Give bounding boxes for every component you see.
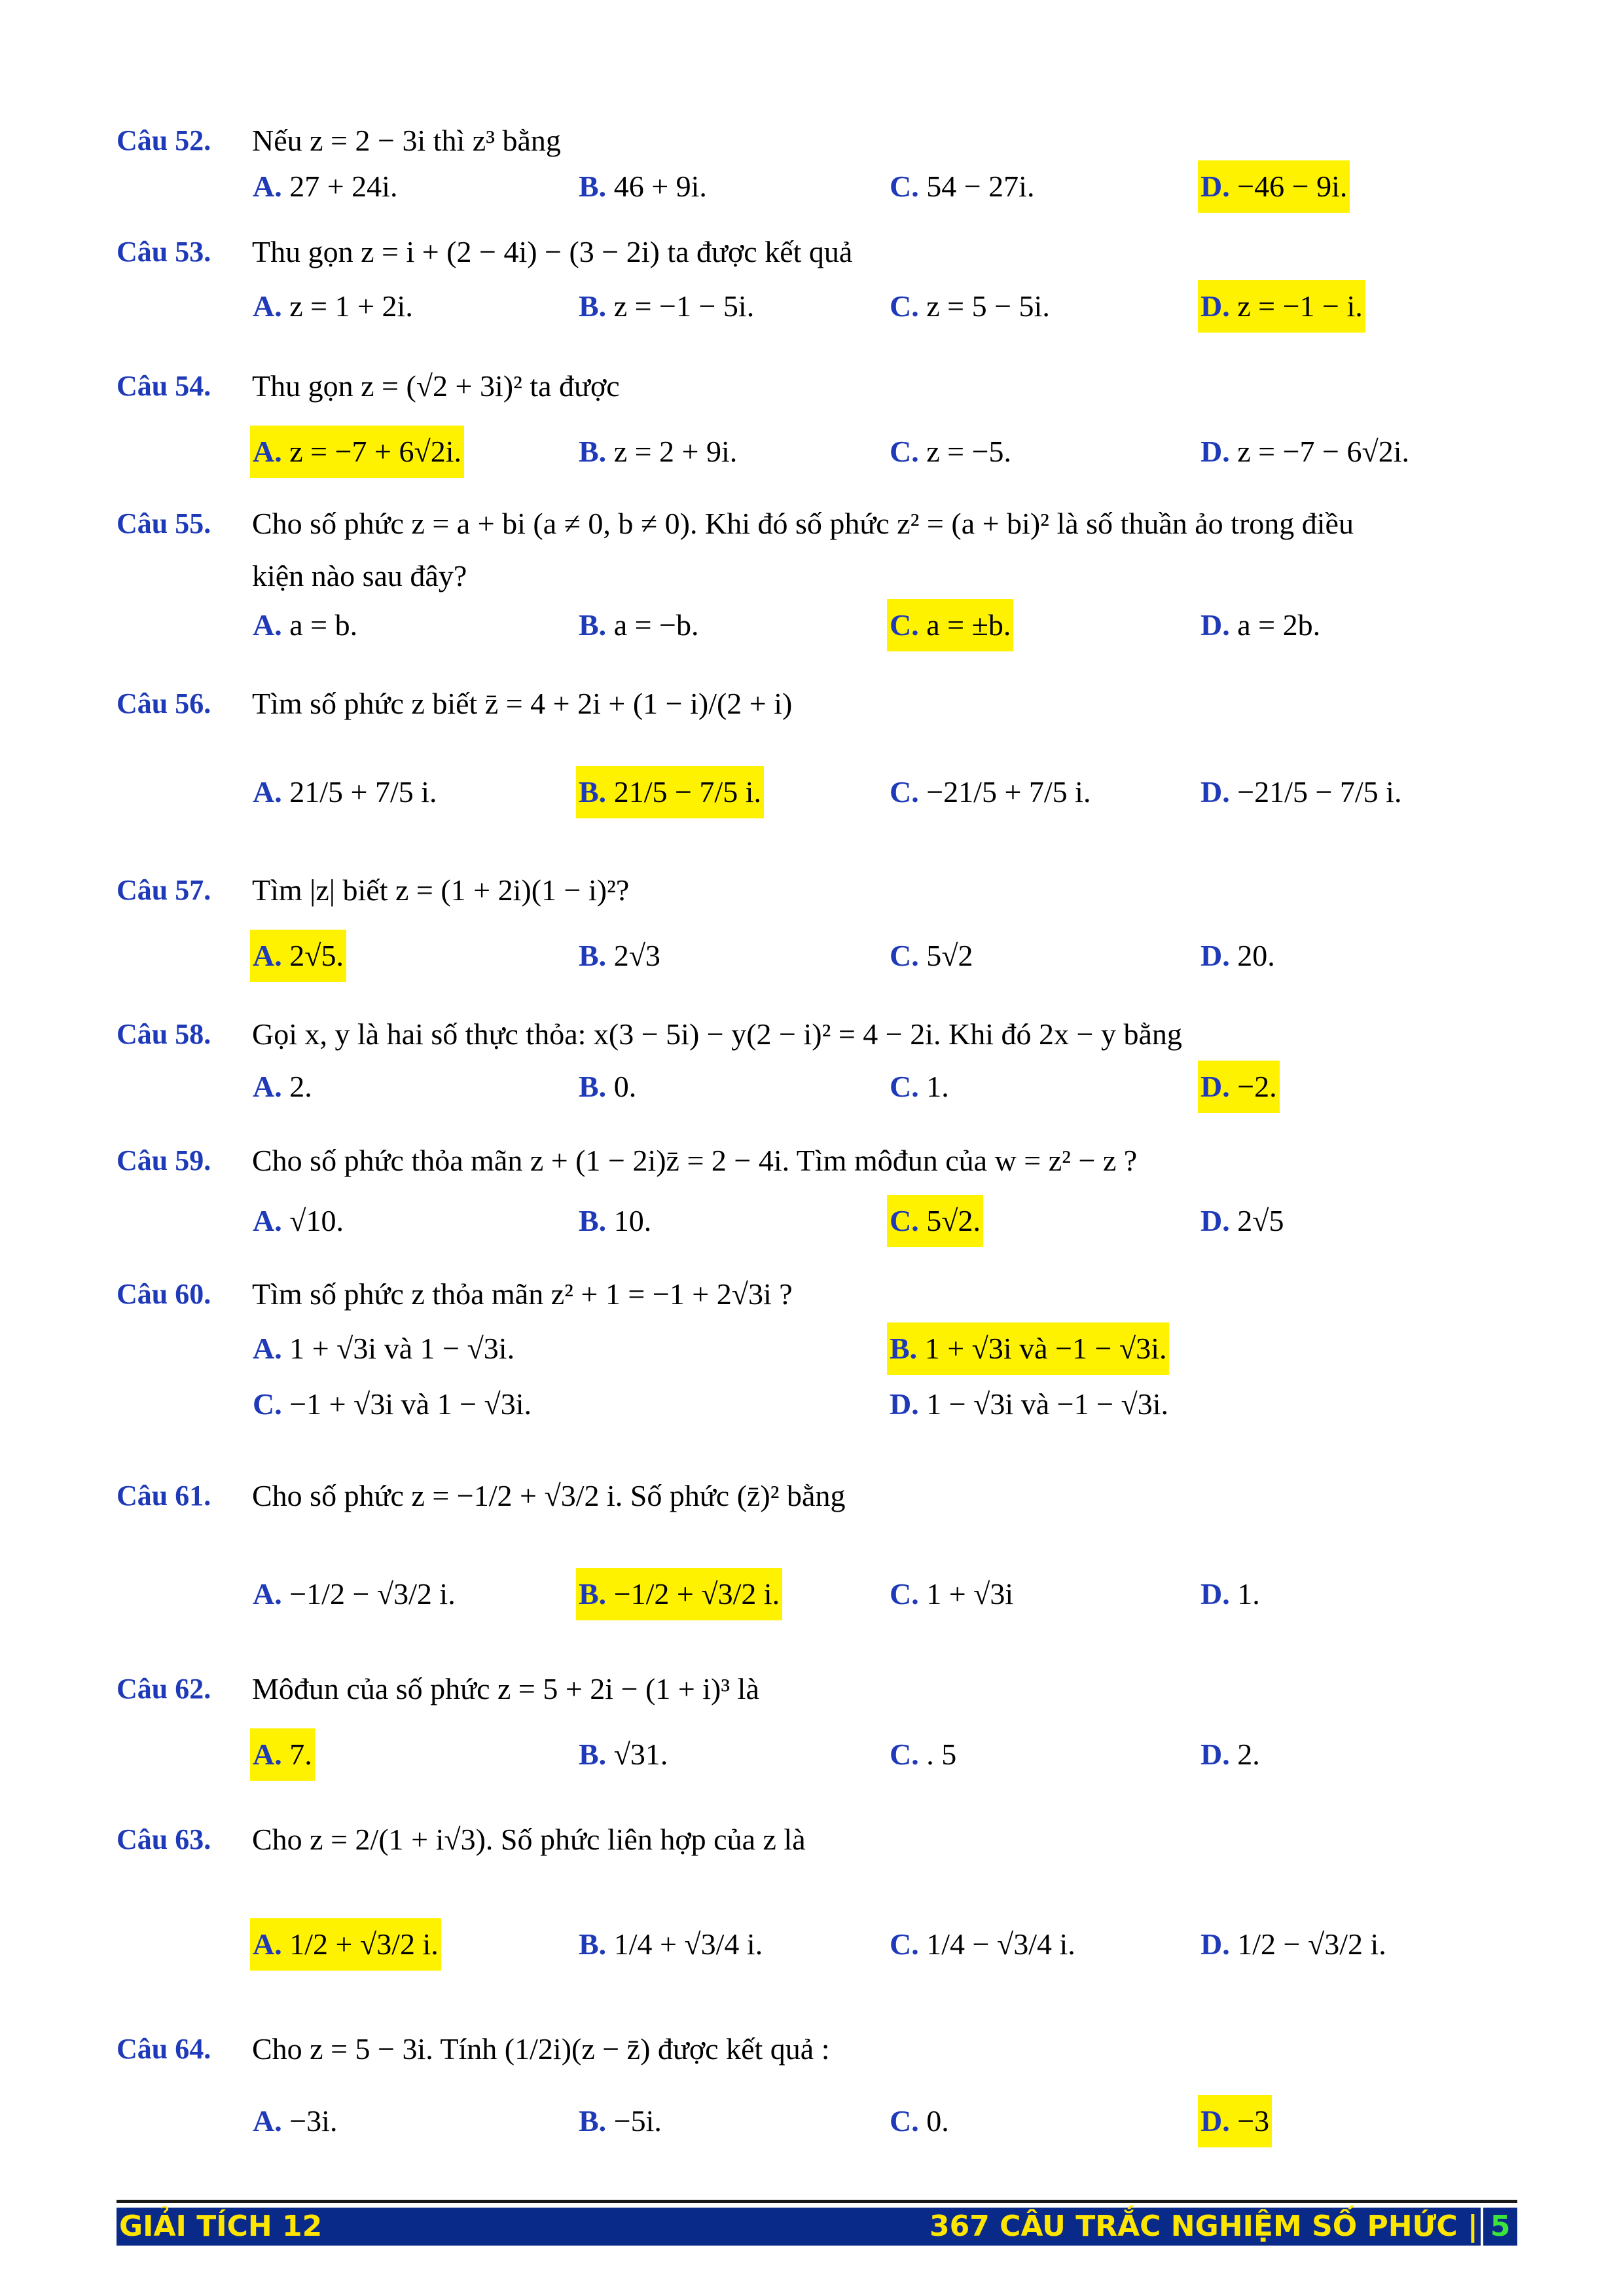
- question-55: [117, 498, 1517, 602]
- option-c: C. z = −5.: [890, 435, 1012, 468]
- option-c: C. z = 5 − 5i.: [890, 289, 1050, 323]
- option-c-correct: C. 5√2.: [887, 1195, 983, 1247]
- option-a: A. 27 + 24i.: [253, 170, 398, 203]
- option-b-correct: B. 21/5 − 7/5 i.: [576, 766, 764, 818]
- question-58: [117, 1008, 1517, 1061]
- option-c: C. −21/5 + 7/5 i.: [890, 775, 1091, 809]
- option-a-correct: A. 7.: [250, 1728, 315, 1781]
- option-c: C. 1.: [890, 1070, 949, 1103]
- question-text: Thu gọn z = (√2 + 3i)² ta được: [252, 369, 620, 403]
- question-text: Nếu z = 2 − 3i thì z³ bằng: [252, 124, 561, 157]
- option-b: B. 10.: [579, 1204, 652, 1237]
- option-d-correct: D. −3: [1198, 2095, 1272, 2147]
- question-number: Câu 53.: [117, 236, 211, 268]
- question-54: [117, 360, 1517, 412]
- question-number: Câu 58.: [117, 1018, 211, 1050]
- footer-bar: [117, 2208, 1517, 2246]
- question-63: [117, 1813, 1517, 1866]
- question-text-continued: kiện nào sau đây?: [252, 559, 467, 592]
- option-d: D. −21/5 − 7/5 i.: [1200, 775, 1402, 809]
- option-b: B. a = −b.: [579, 608, 699, 642]
- question-text: Gọi x, y là hai số thực thỏa: x(3 − 5i) − y(2 − i)² = 4 − 2i. Khi đó 2x − y bằng: [252, 1017, 1182, 1051]
- option-c: C. 1 + √3i: [890, 1577, 1014, 1611]
- question-text: Môđun của số phức z = 5 + 2i − (1 + i)³ là: [252, 1672, 759, 1705]
- option-c-correct: C. a = ±b.: [887, 599, 1013, 651]
- option-a-correct: A. 2√5.: [250, 930, 346, 982]
- option-b: B. z = 2 + 9i.: [579, 435, 738, 468]
- option-b-correct: B. −1/2 + √3/2 i.: [576, 1568, 782, 1620]
- option-b: B. 0.: [579, 1070, 637, 1103]
- option-d: D. 20.: [1200, 939, 1275, 972]
- option-a-correct: A. z = −7 + 6√2i.: [250, 426, 464, 478]
- option-d: D. a = 2b.: [1200, 608, 1321, 642]
- option-d: D. 1.: [1200, 1577, 1260, 1611]
- option-c: C. 54 − 27i.: [890, 170, 1035, 203]
- option-a: A. 21/5 + 7/5 i.: [253, 775, 437, 809]
- option-a: A. −1/2 − √3/2 i.: [253, 1577, 456, 1611]
- question-text: Cho số phức z = a + bi (a ≠ 0, b ≠ 0). Khi đó số phức z² = (a + bi)² là số thuần ảo trong điều: [252, 507, 1354, 540]
- option-d: D. 2√5: [1200, 1204, 1284, 1237]
- question-56: [117, 678, 1517, 730]
- question-number: Câu 55.: [117, 507, 211, 539]
- question-64: [117, 2023, 1517, 2075]
- option-c: C. 5√2: [890, 939, 973, 972]
- option-d: D. 1 − √3i và −1 − √3i.: [890, 1387, 1169, 1421]
- question-number: Câu 57.: [117, 874, 211, 906]
- option-d: D. 1/2 − √3/2 i.: [1200, 1927, 1386, 1961]
- option-b: B. 46 + 9i.: [579, 170, 707, 203]
- option-d-correct: D. −46 − 9i.: [1198, 160, 1350, 213]
- option-c: C. 1/4 − √3/4 i.: [890, 1927, 1075, 1961]
- question-number: Câu 56.: [117, 687, 211, 720]
- question-52: [117, 115, 1517, 167]
- question-text: Thu gọn z = i + (2 − 4i) − (3 − 2i) ta được kết quả: [252, 235, 853, 268]
- option-d: D. 2.: [1200, 1738, 1260, 1771]
- question-number: Câu 63.: [117, 1823, 211, 1855]
- footer-title: 367 CÂU TRẮC NGHIỆM SỐ PHỨC |: [929, 2210, 1478, 2243]
- question-text: Cho z = 5 − 3i. Tính (1/2i)(z − z̄) được kết quả :: [252, 2032, 830, 2066]
- question-text: Cho số phức thỏa mãn z + (1 − 2i)z̄ = 2 − 4i. Tìm môđun của w = z² − z ?: [252, 1144, 1138, 1177]
- question-number: Câu 64.: [117, 2033, 211, 2065]
- question-number: Câu 59.: [117, 1144, 211, 1176]
- question-text: Cho z = 2/(1 + i√3). Số phức liên hợp của z là: [252, 1823, 806, 1856]
- option-b: B. 1/4 + √3/4 i.: [579, 1927, 763, 1961]
- question-62: [117, 1663, 1517, 1715]
- option-d-correct: D. z = −1 − i.: [1198, 280, 1365, 333]
- option-b: B. √31.: [579, 1738, 668, 1771]
- option-c: C. −1 + √3i và 1 − √3i.: [253, 1387, 532, 1421]
- question-59: [117, 1135, 1517, 1187]
- footer-subject: GIẢI TÍCH 12: [119, 2210, 323, 2243]
- question-number: Câu 61.: [117, 1480, 211, 1512]
- question-number: Câu 54.: [117, 370, 211, 402]
- option-a: A. 2.: [253, 1070, 312, 1103]
- option-a: A. z = 1 + 2i.: [253, 289, 413, 323]
- question-61: [117, 1470, 1517, 1522]
- question-text: Cho số phức z = −1/2 + √3/2 i. Số phức (z̄)² bằng: [252, 1479, 846, 1512]
- option-d: D. z = −7 − 6√2i.: [1200, 435, 1410, 468]
- option-b: B. 2√3: [579, 939, 660, 972]
- footer-divider: [117, 2200, 1517, 2203]
- option-d-correct: D. −2.: [1198, 1061, 1280, 1113]
- question-number: Câu 52.: [117, 124, 211, 156]
- option-c: C. . 5: [890, 1738, 957, 1771]
- question-53: [117, 226, 1517, 278]
- page-number: 5: [1481, 2208, 1517, 2246]
- option-a: A. −3i.: [253, 2104, 338, 2138]
- option-a: A. 1 + √3i và 1 − √3i.: [253, 1332, 515, 1365]
- question-57: [117, 864, 1517, 917]
- question-text: Tìm số phức z thỏa mãn z² + 1 = −1 + 2√3i ?: [252, 1277, 793, 1311]
- option-c: C. 0.: [890, 2104, 949, 2138]
- option-b-correct: B. 1 + √3i và −1 − √3i.: [887, 1322, 1169, 1375]
- question-number: Câu 62.: [117, 1673, 211, 1705]
- option-a-correct: A. 1/2 + √3/2 i.: [250, 1918, 441, 1971]
- option-b: B. z = −1 − 5i.: [579, 289, 755, 323]
- question-text: Tìm số phức z biết z̄ = 4 + 2i + (1 − i)/(2 + i): [252, 687, 793, 720]
- question-text: Tìm |z| biết z = (1 + 2i)(1 − i)²?: [252, 873, 630, 907]
- question-60: [117, 1268, 1517, 1321]
- option-a: A. √10.: [253, 1204, 344, 1237]
- option-b: B. −5i.: [579, 2104, 662, 2138]
- question-number: Câu 60.: [117, 1278, 211, 1310]
- option-a: A. a = b.: [253, 608, 358, 642]
